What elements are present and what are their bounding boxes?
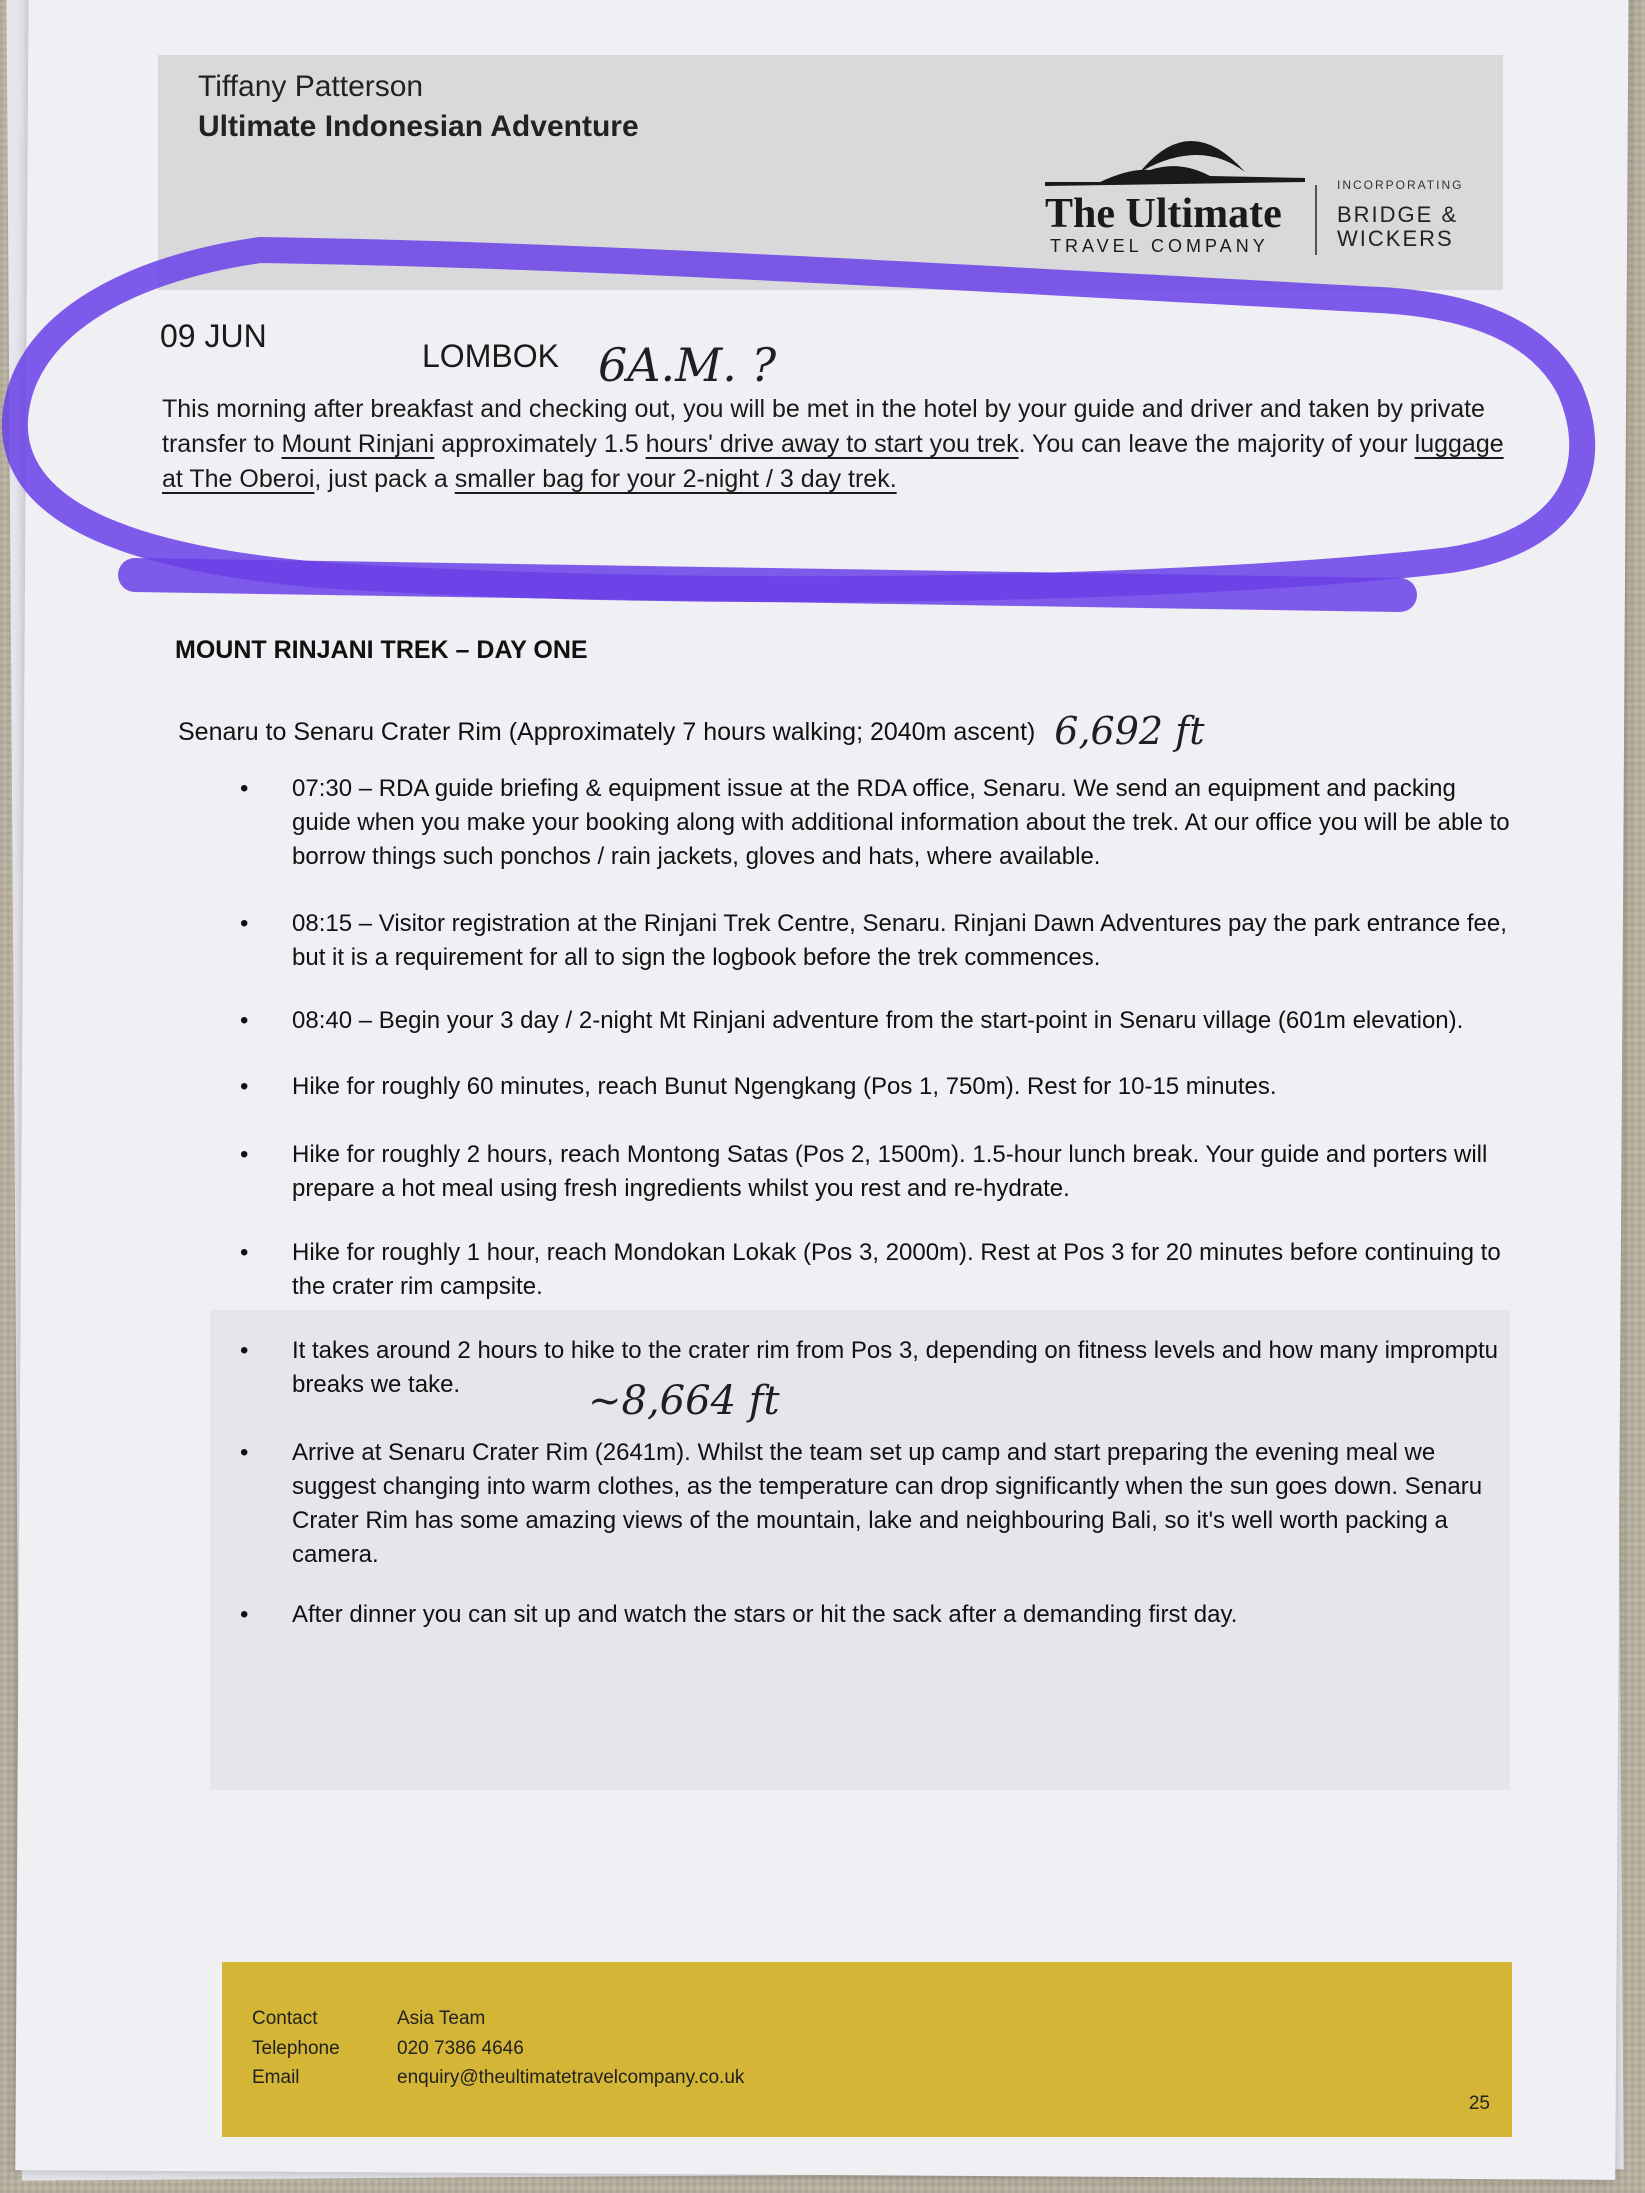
intro-underlined: Mount Rinjani [281,430,435,458]
intro-text: . You can leave the majority of your [1018,430,1415,458]
intro-underlined: smaller bag for your 2-night / 3 day trek. [454,465,897,493]
contact-label: Contact [252,2008,318,2029]
list-item-text: After dinner you can sit up and watch the stars or hit the sack after a demanding first day. [292,1601,1238,1628]
intro-text: approximately 1.5 [434,430,646,458]
telephone-label: Telephone [252,2038,340,2059]
trip-title: Ultimate Indonesian Adventure [198,110,639,143]
list-item-text: Hike for roughly 2 hours, reach Montong Satas (Pos 2, 1500m). 1.5-hour lunch break. Your guide and porters will prepare a hot meal using fresh ingredients whilst you rest and re-hydrate. [292,1141,1488,1202]
day-intro [162,392,1507,497]
list-item-text: 08:15 – Visitor registration at the Rinjani Trek Centre, Senaru. Rinjani Dawn Adventures pay the park entrance fee, but it is a requirement for all to sign the logbook before the trek commences. [292,910,1507,971]
list-item-text: Hike for roughly 1 hour, reach Mondokan Lokak (Pos 3, 2000m). Rest at Pos 3 for 20 minutes before continuing to the crater rim campsite. [292,1239,1501,1300]
intro-text: , just pack a [314,465,455,493]
handwritten-elevation-note: 6,692 ft [1054,709,1205,753]
logo-incorporating: INCORPORATING [1337,178,1464,192]
list-item-text: It takes around 2 hours to hike to the crater rim from Pos 3, depending on fitness levels and how many impromptu breaks we take. [292,1337,1498,1398]
page-number: 25 [1468,2093,1490,2114]
intro-underlined: luggage at The Oberoi [162,430,1504,493]
client-name: Tiffany Patterson [198,70,424,103]
trek-title: MOUNT RINJANI TREK – DAY ONE [175,636,588,664]
contact-footer [222,1962,1512,2137]
handwritten-altitude-note: ~8,664 ft [588,1378,780,1424]
handwritten-time-note: 6A.M. ? [598,338,777,392]
trek-subtitle-text: Senaru to Senaru Crater Rim (Approximately 7 hours walking; 2040m ascent) [178,718,1036,746]
email-value: enquiry@theultimatetravelcompany.co.uk [397,2067,745,2088]
list-item-text: 08:40 – Begin your 3 day / 2-night Mt Rinjani adventure from the start-point in Senaru village (601m elevation). [292,1007,1464,1034]
trek-subtitle [178,705,1205,753]
logo-main-text: The Ultimate [1045,191,1282,237]
intro-text: This morning after breakfast and checking out, you will be met in the hotel by your guide and driver and taken by private transfer to [162,395,1485,458]
list-item-text: Arrive at Senaru Crater Rim (2641m). Whilst the team set up camp and start preparing the evening meal we suggest changing into warm clothes, as the temperature can drop significantly when the sun goes down. Senaru Crater Rim has some amazing views of the mountain, lake and neighbouring Bali, so it's well worth packing a camera. [292,1439,1483,1568]
list-item-text: 07:30 – RDA guide briefing & equipment issue at the RDA office, Senaru. We send an equipment and packing guide when you make your booking along with additional information about the trek. At our office you will be able to borrow things such ponchos / rain jackets, gloves and hats, where available. [292,775,1510,870]
day-date: 09 JUN [160,318,267,354]
email-label: Email [252,2067,300,2088]
logo-sub-text: TRAVEL COMPANY [1050,236,1269,256]
logo-partner-line2: WICKERS [1337,226,1454,251]
logo-partner-line1: BRIDGE & [1337,202,1459,227]
telephone-value: 020 7386 4646 [397,2038,524,2059]
intro-underlined: hours' drive away to start you trek [645,430,1019,458]
list-item-text: Hike for roughly 60 minutes, reach Bunut Ngengkang (Pos 1, 750m). Rest for 10-15 minutes. [292,1073,1277,1100]
contact-value: Asia Team [397,2008,486,2029]
day-location: LOMBOK [422,338,559,374]
